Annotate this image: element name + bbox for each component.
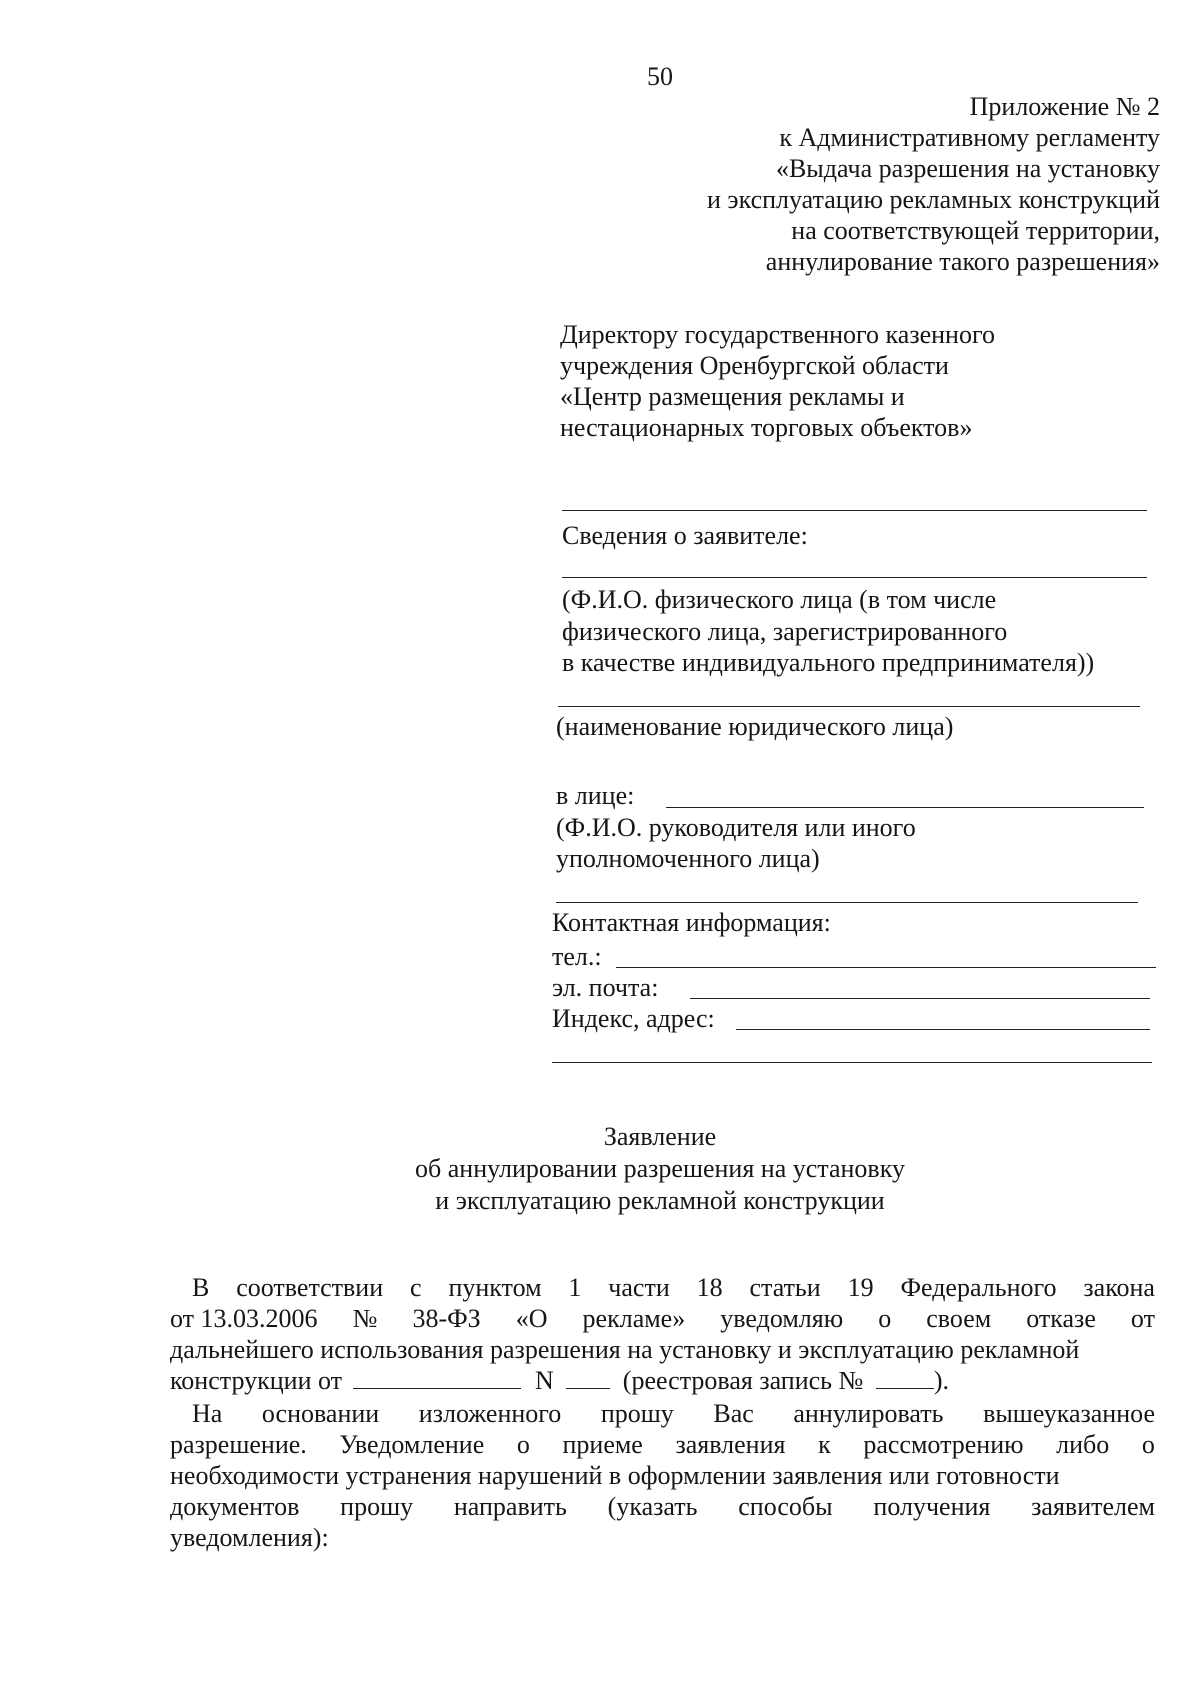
blank-line-individual-name[interactable]: [562, 577, 1147, 578]
registry-record-label: (реестровая запись №: [622, 1366, 864, 1395]
word: рекламе»: [582, 1304, 686, 1333]
permit-number-blank[interactable]: [566, 1366, 610, 1389]
word: отказе: [1026, 1304, 1096, 1333]
word: рассмотрению: [863, 1430, 1024, 1459]
word: 18: [696, 1273, 723, 1302]
blank-line-representative[interactable]: [556, 902, 1138, 903]
blank-line-legal-entity[interactable]: [558, 706, 1140, 707]
permit-date-label: конструкции от: [170, 1366, 342, 1395]
contact-heading: Контактная информация:: [552, 908, 831, 937]
word: (указать: [607, 1492, 698, 1521]
registry-record-blank[interactable]: [876, 1366, 934, 1389]
individual-note-line: в качестве индивидуального предпринимателя)): [562, 648, 1095, 677]
word: способы: [738, 1492, 833, 1521]
word: 38-ФЗ: [412, 1304, 481, 1333]
word: уведомляю: [720, 1304, 844, 1333]
appendix-line: Приложение № 2: [969, 92, 1160, 121]
word: документов: [170, 1492, 300, 1521]
word: Вас: [713, 1399, 754, 1428]
appendix-line: к Административному регламенту: [779, 123, 1160, 152]
word: разрешение.: [170, 1430, 307, 1459]
word: заявителем: [1031, 1492, 1155, 1521]
word: В: [192, 1273, 210, 1302]
paragraph-line: [170, 1492, 1155, 1523]
email-label: эл. почта:: [552, 973, 659, 1002]
appendix-header: [460, 92, 1160, 278]
word: своем: [926, 1304, 992, 1333]
word: соответствии: [236, 1273, 384, 1302]
word: о: [516, 1430, 530, 1459]
word: №: [352, 1304, 378, 1333]
permit-number-label: N: [535, 1366, 554, 1395]
word: «О: [515, 1304, 548, 1333]
legal-entity-note: (наименование юридического лица): [556, 712, 954, 741]
addressee-line: «Центр размещения рекламы и: [560, 382, 905, 411]
word: получения: [873, 1492, 991, 1521]
word: части: [608, 1273, 670, 1302]
representative-note-line: (Ф.И.О. руководителя или иного: [556, 813, 916, 842]
word: основании: [261, 1399, 380, 1428]
address-field[interactable]: [552, 1004, 1152, 1036]
word: от 13.03.2006: [170, 1304, 318, 1333]
addressee-block: [560, 320, 1160, 444]
word: аннулировать: [793, 1399, 944, 1428]
individual-note-line: (Ф.И.О. физического лица (в том числе: [562, 585, 997, 614]
word: направить: [453, 1492, 567, 1521]
email-field[interactable]: [552, 973, 1152, 1005]
paragraph-line: [170, 1430, 1155, 1461]
word: прошу: [600, 1399, 674, 1428]
address-blank[interactable]: [736, 1029, 1150, 1030]
word: На: [192, 1399, 223, 1428]
word: о: [1141, 1430, 1155, 1459]
word: приеме: [562, 1430, 643, 1459]
page-number: 50: [647, 62, 673, 91]
paragraph-line: [170, 1399, 1155, 1430]
email-blank[interactable]: [690, 998, 1150, 999]
appendix-line: и эксплуатацию рекламных конструкций: [707, 185, 1160, 214]
paragraph-line: [170, 1304, 1155, 1335]
represented-by-field[interactable]: [556, 781, 1146, 813]
phone-label: тел.:: [552, 942, 602, 971]
appendix-line: «Выдача разрешения на установку: [775, 154, 1160, 183]
application-title: [0, 1122, 1200, 1218]
paragraph-2: [170, 1399, 1155, 1554]
word: прошу: [340, 1492, 414, 1521]
word: закона: [1083, 1273, 1155, 1302]
word: изложенного: [418, 1399, 562, 1428]
word: Уведомление: [339, 1430, 485, 1459]
addressee-line: Директору государственного казенного: [560, 320, 995, 349]
word: либо: [1056, 1430, 1110, 1459]
paragraph-line-permit-fields: [170, 1366, 1155, 1397]
paragraph-line: необходимости устранения нарушений в оформлении заявления или готовности: [170, 1461, 1060, 1490]
represented-by-label: в лице:: [556, 781, 635, 810]
word: 19: [847, 1273, 874, 1302]
word: статьи: [749, 1273, 821, 1302]
individual-note-line: физического лица, зарегистрированного: [562, 617, 1008, 646]
title-line: Заявление: [603, 1122, 717, 1151]
sentence-end: ).: [933, 1366, 949, 1395]
word: Федерального: [900, 1273, 1057, 1302]
title-line: и эксплуатацию рекламной конструкции: [435, 1186, 885, 1215]
word: 1: [568, 1273, 582, 1302]
represented-by-blank[interactable]: [666, 807, 1144, 808]
blank-line-address-continued[interactable]: [552, 1062, 1152, 1063]
appendix-line: на соответствующей территории,: [791, 216, 1160, 245]
word: о: [878, 1304, 892, 1333]
addressee-line: нестационарных торговых объектов»: [560, 413, 973, 442]
paragraph-line: уведомления):: [170, 1523, 329, 1552]
phone-blank[interactable]: [616, 967, 1156, 968]
word: вышеуказанное: [983, 1399, 1155, 1428]
word: заявления: [675, 1430, 786, 1459]
word: пунктом: [448, 1273, 542, 1302]
representative-note-line: уполномоченного лица): [556, 844, 820, 873]
phone-field[interactable]: [552, 942, 1157, 974]
title-line: об аннулировании разрешения на установку: [415, 1154, 905, 1183]
paragraph-1: [170, 1273, 1155, 1397]
paragraph-line: [170, 1273, 1155, 1304]
paragraph-line: дальнейшего использования разрешения на установку и эксплуатацию рекламной: [170, 1335, 1080, 1364]
word: от: [1130, 1304, 1155, 1333]
applicant-heading: Сведения о заявителе:: [562, 521, 808, 550]
word: к: [818, 1430, 831, 1459]
addressee-line: учреждения Оренбургской области: [560, 351, 949, 380]
appendix-line: аннулирование такого разрешения»: [765, 247, 1160, 276]
address-label: Индекс, адрес:: [552, 1004, 715, 1033]
word: с: [410, 1273, 422, 1302]
permit-date-blank[interactable]: [353, 1366, 521, 1389]
blank-line-addressee[interactable]: [562, 510, 1147, 511]
